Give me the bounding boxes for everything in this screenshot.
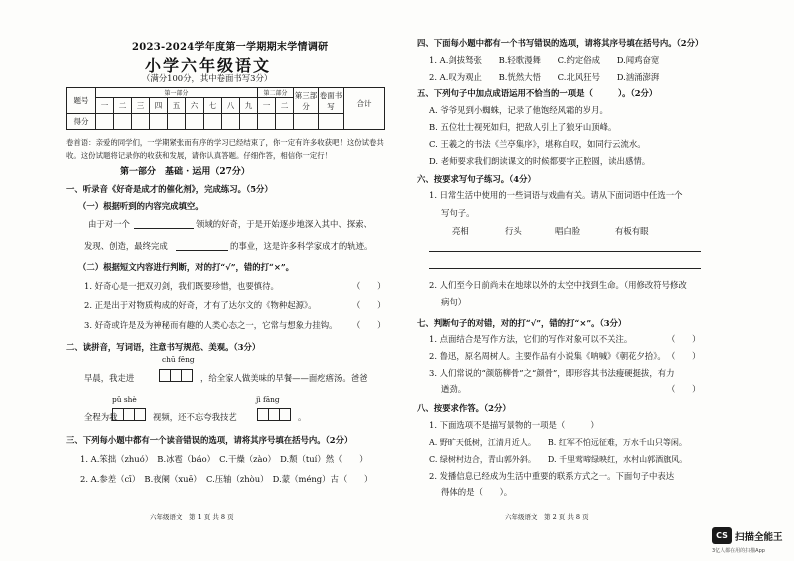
answer-line-1[interactable] xyxy=(429,251,701,252)
q-num: 五 xyxy=(168,98,186,114)
page-footer-right: 六年级语文 第 2 页 共 8 页 xyxy=(505,513,589,521)
q3-item-2: 2. A.参差（cī） B.夜阑（xuē） C.压轴（zhòu） D.蒙（méng）古（ ） xyxy=(80,474,373,484)
q1-title: 一、听录音《好奇是成才的催化剂》，完成练习。（5分） xyxy=(66,184,273,194)
judge-1: 1. 好奇心是一把双刃剑，我们既要珍惜，也要慎待。 xyxy=(84,281,279,291)
part2-header: 第二部分 xyxy=(258,88,294,98)
q1a-title: （一）根据听到的内容完成填空。 xyxy=(78,201,204,211)
pinyin-sentence-1b: ，给全家人做美味的早餐——面疙瘩汤。爸爸 xyxy=(200,373,368,383)
fill2-blank[interactable] xyxy=(176,250,228,251)
q6-2-line-a: 2. 人们至今日前尚未在地球以外的太空中找到生命。（用修改符号修改 xyxy=(429,280,687,290)
q6-title: 六、按要求写句子练习。（4分） xyxy=(417,174,536,184)
fill1-text-b: 领域的好奇，于是开始逐步地深入其中、探索、 xyxy=(196,219,372,229)
camscanner-logo-icon: CS xyxy=(712,527,732,544)
answer-line-2[interactable] xyxy=(429,268,701,269)
total-header: 合计 xyxy=(344,88,385,130)
intro-line-2: 收。这份试题将记录你的收获和发展，请你认真答题。仔细作答，相信你一定行！ xyxy=(66,151,333,160)
q6-1-line-a: 1. 日常生活中使用的一些词语与戏曲有关。请从下面词语中任选一个 xyxy=(429,190,683,200)
pinyin-3: jì fāng xyxy=(256,395,280,404)
q-num: 二 xyxy=(114,98,132,114)
q3-item-1: 1. A.笨拙（zhuó） B.冰雹（báo） C.干燥（zào） D.颓（tuí）然（ ） xyxy=(80,454,368,464)
judge-2-answer[interactable]: （ ） xyxy=(352,300,386,310)
q7-item-3b: 遒劲。 xyxy=(441,384,467,394)
q3-title: 三、下列每小题中都有一个读音错误的选项，请将其序号填在括号内。（2分） xyxy=(66,435,353,445)
exam-year-title: 2023-2024学年度第一学期期末学情调研 xyxy=(132,42,329,53)
q-num: 一 xyxy=(258,98,276,114)
camscanner-watermark: 扫描全能王 xyxy=(735,532,783,543)
judge-3-answer[interactable]: （ ） xyxy=(352,320,386,330)
q-num: 七 xyxy=(204,98,222,114)
q8-item-2a: 2. 发播信息已经成为生活中重要的联系方式之一。下面句子中表达 xyxy=(429,471,675,481)
pinyin-sentence-2a: 全程为我 xyxy=(84,412,118,422)
q7-2-answer[interactable]: （ ） xyxy=(667,351,701,361)
exam-main-title: 小学六年级语文 xyxy=(145,56,272,75)
q5-title: 五、下列句子中加点成语运用不恰当的一项是（ ）。（2分） xyxy=(417,88,658,98)
q-num: 三 xyxy=(132,98,150,114)
part3-header: 第三部分 xyxy=(294,88,319,114)
q-num: 八 xyxy=(222,98,240,114)
q7-1-answer[interactable]: （ ） xyxy=(667,334,701,344)
q-num: 六 xyxy=(186,98,204,114)
q7-item-3a: 3. 人们常说的“颜筋柳骨”之“颜骨”，即形容其书法瘦硬挺拔，有力 xyxy=(429,368,675,378)
q-num: 二 xyxy=(276,98,294,114)
fill1-text-a: 由于对一个 xyxy=(88,219,130,229)
q4-title: 四、下面每小题中都有一个书写错误的选项，请将其序号填在括号内。（2分） xyxy=(417,38,704,48)
pinyin-grid-1[interactable] xyxy=(160,369,193,382)
right-page xyxy=(400,0,794,561)
q7-3-answer[interactable]: （ ） xyxy=(667,384,701,394)
fill2-text-b: 的事业，这是许多科学家成才的轨迹。 xyxy=(230,241,373,251)
q-num: 四 xyxy=(150,98,168,114)
q1b-title: （二）根据短文内容进行判断，对的打“√”，错的打“×”。 xyxy=(78,262,295,272)
q5-option-b: B. 五位壮士视死如归，把敌人引上了狼牙山顶峰。 xyxy=(429,122,617,132)
section1-title: 第一部分 基础 · 运用（27分） xyxy=(120,167,250,177)
pinyin-grid-3[interactable] xyxy=(258,408,291,421)
score-note: （满分100分，其中卷面书写3分） xyxy=(142,73,273,83)
score-table xyxy=(66,87,385,130)
part1-header: 第一部分 xyxy=(96,88,258,98)
page-footer-left: 六年级语文 第 1 页 共 8 页 xyxy=(150,513,234,521)
q-num: 九 xyxy=(240,98,258,114)
q8-title: 八、按要求作答。（2分） xyxy=(417,403,511,413)
q8-option-cd: C. 绿树村边合，青山郭外斜。 D. 千里莺啼绿映红，水村山郭酒旗风。 xyxy=(429,455,688,464)
word-option: 亮相 xyxy=(452,226,469,236)
pinyin-sentence-2c: 。 xyxy=(298,412,307,422)
q6-1-line-b: 写句子。 xyxy=(441,208,475,218)
camscanner-tagline: 3亿人都在用的扫描App xyxy=(712,548,765,554)
fill2-text-a: 发现、创造，最终完成 xyxy=(84,241,168,251)
q5-option-d: D. 老师要求我们朗读课文的时候都要字正腔圆，读出感情。 xyxy=(429,156,651,166)
intro-line-1: 卷首语：亲爱的同学们，一学期紧张而有序的学习已经结束了，你一定有许多收获吧！这份试卷共 xyxy=(66,138,384,147)
judge-1-answer[interactable]: （ ） xyxy=(352,281,386,291)
q4-item-2: 2. A.叹为观止 B.恍然大悟 C.北风狂号 D.汹涌澎湃 xyxy=(429,72,660,82)
q5-option-a: A. 爷爷见到小蜘蛛，记录了他饱经风霜的岁月。 xyxy=(429,105,608,115)
q4-item-1: 1. A.剑拔驽张 B.轻歌漫舞 C.约定俗成 D.闻鸡奋宽 xyxy=(429,55,660,65)
q-num: 一 xyxy=(96,98,114,114)
judge-2: 2. 正是出于对物质构成的好奇，才有了达尔文的《物种起源》。 xyxy=(84,300,317,310)
pinyin-sentence-1a: 早晨，我走进 xyxy=(84,373,135,383)
pinyin-2: pǔ shè xyxy=(112,395,137,404)
word-option: 唱白脸 xyxy=(555,226,581,236)
pinyin-grid-2[interactable] xyxy=(113,408,146,421)
q7-item-1: 1. 点面结合是写作方法，它们的写作对象可以不关注。 xyxy=(429,334,633,344)
word-option: 行头 xyxy=(505,226,522,236)
word-option: 有板有眼 xyxy=(615,226,649,236)
judge-3: 3. 好奇或许是及为神秘而有趣的人类心态之一，它常与想象力挂钩。 xyxy=(84,320,338,330)
pinyin-1: chū fēng xyxy=(162,355,195,364)
q8-item-1: 1. 下面选项不是描写景物的一项是（ ） xyxy=(429,420,599,430)
q6-2-line-b: 病句） xyxy=(441,297,467,307)
q7-item-2: 2. 鲁迅，原名周树人。主要作品有小说集《呐喊》《朝花夕拾》。 xyxy=(429,351,666,361)
q7-title: 七、判断句子的对错，对的打“√”，错的打“×”。（3分） xyxy=(417,318,627,328)
q5-option-c: C. 王羲之的书法《兰亭集序》，堪称自叹，如同行云流水。 xyxy=(429,139,646,149)
row-label-defen: 得分 xyxy=(67,114,96,130)
fill1-blank[interactable] xyxy=(134,228,194,229)
q8-item-2b: 得体的是（ ）。 xyxy=(441,487,513,497)
juanmian-header: 卷面书写 xyxy=(319,88,344,114)
pinyin-sentence-2b: 视频，还不忘夸我技艺 xyxy=(153,412,237,422)
q8-option-ab: A. 野旷天低树，江清月近人。 B. 红军不怕远征难，万水千山只等闲。 xyxy=(429,438,687,447)
q2-title: 二、读拼音，写词语，注意书写规范、美观。（3分） xyxy=(66,342,261,352)
row-label-tihao: 题号 xyxy=(67,88,96,114)
